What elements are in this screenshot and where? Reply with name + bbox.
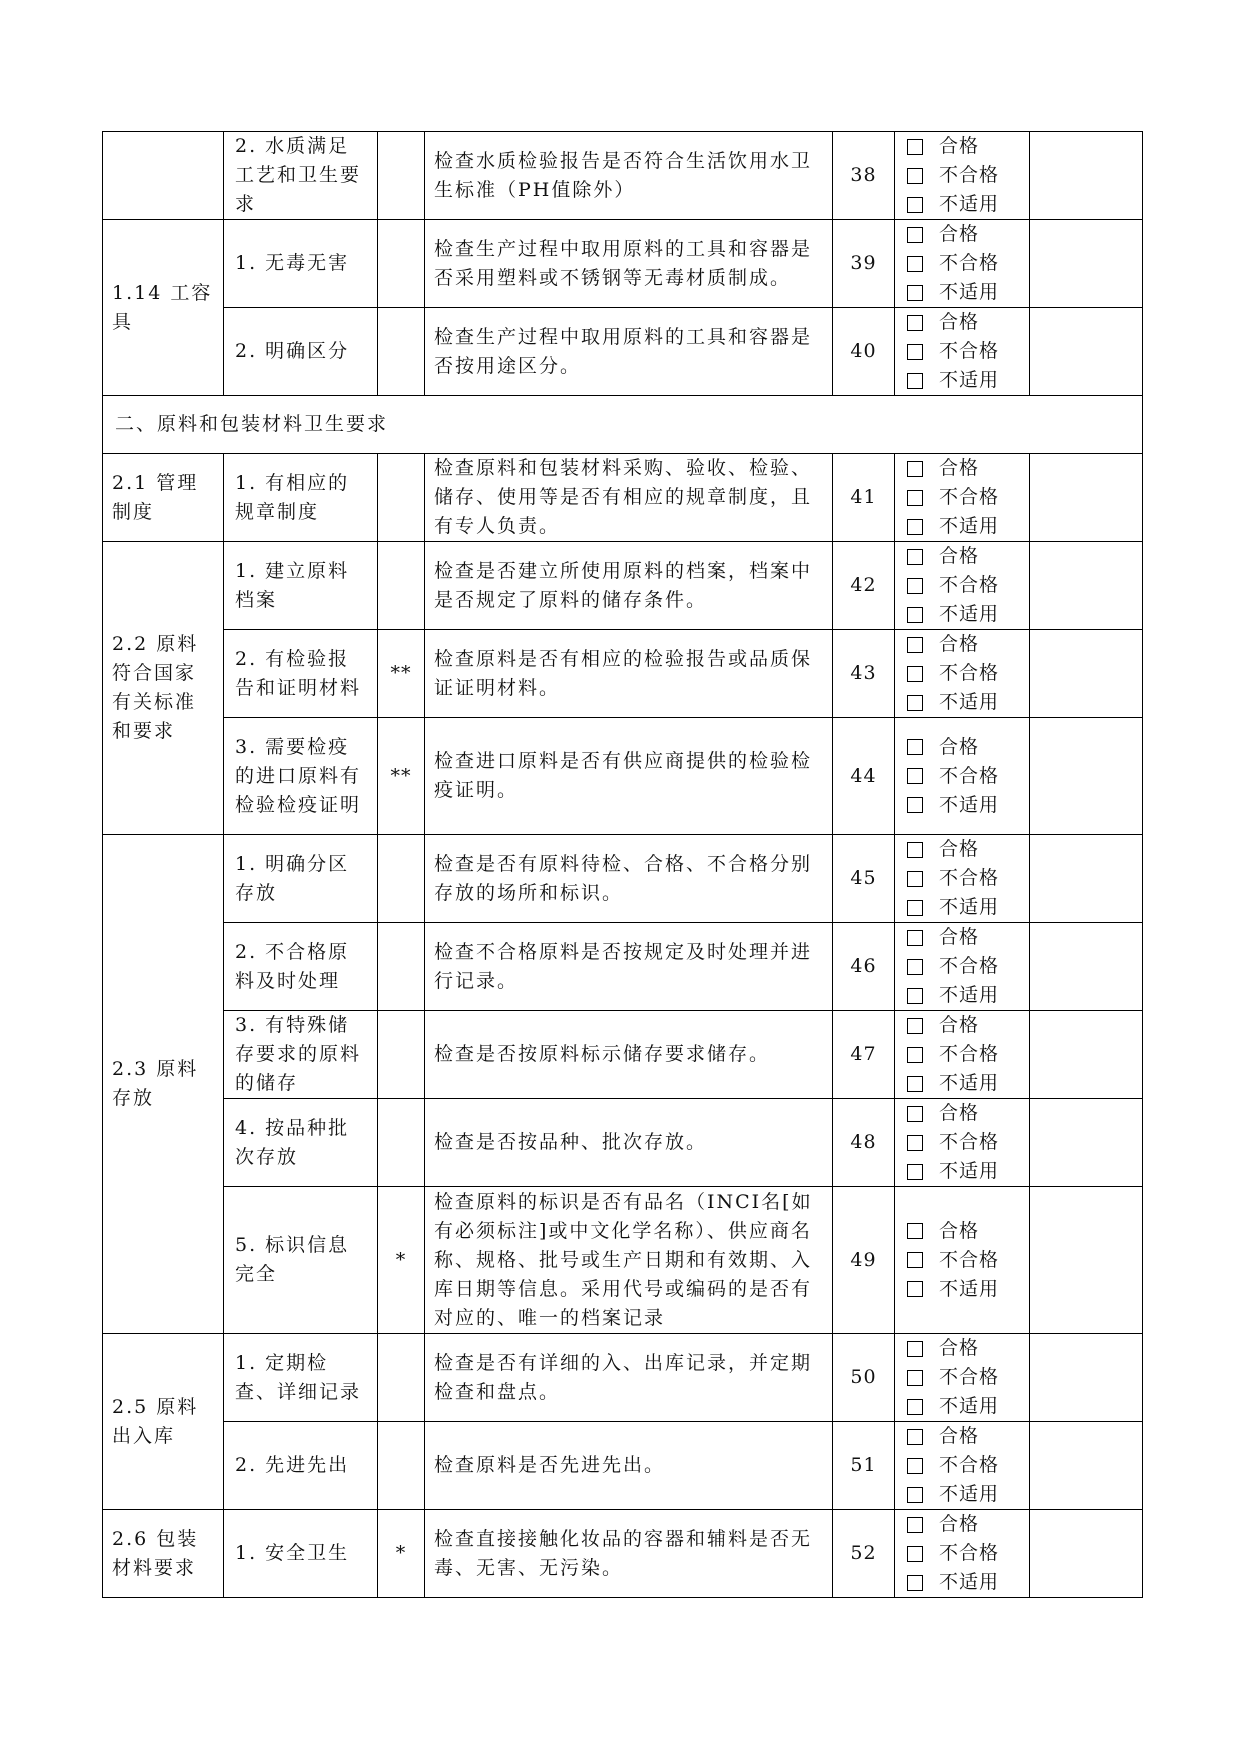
option-fail[interactable] [907,1246,1029,1275]
option-label: 不合格 [939,662,1000,684]
result-cell [895,630,1030,718]
option-pass[interactable] [907,1099,1029,1128]
remark-cell [1030,132,1143,220]
result-cell [895,1011,1030,1099]
option-pass[interactable] [907,1011,1029,1040]
option-fail[interactable] [907,762,1029,791]
table-row [103,1422,1143,1510]
category-cell: 2.6 包装材料要求 [103,1510,224,1598]
mark-cell [378,220,425,308]
option-label: 不适用 [939,793,1000,816]
option-fail[interactable] [907,952,1029,981]
checkbox-icon[interactable] [907,1106,923,1122]
remark-cell [1030,630,1143,718]
checkbox-icon[interactable] [907,197,923,213]
content-cell: 检查进口原料是否有供应商提供的检验检疫证明。 [425,718,833,835]
option-label: 不适用 [939,1277,1000,1300]
content-cell: 检查生产过程中取用原料的工具和容器是否采用塑料或不锈钢等无毒材质制成。 [425,220,833,308]
checkbox-icon[interactable] [907,490,923,506]
result-cell [895,835,1030,923]
table-row [103,630,1143,718]
checkbox-icon[interactable] [907,1399,923,1415]
table-row [103,1187,1143,1334]
mark-cell: * [378,1187,425,1334]
option-label: 不合格 [939,340,1000,362]
result-cell [895,1099,1030,1187]
content-cell: 检查是否有原料待检、合格、不合格分别存放的场所和标识。 [425,835,833,923]
result-cell [895,132,1030,220]
category-cell: 1.14 工容具 [103,220,224,396]
checkbox-icon[interactable] [907,988,923,1004]
option-na[interactable] [907,1392,1029,1421]
option-pass[interactable] [907,220,1029,249]
inspection-table [102,131,1143,1598]
content-cell: 检查原料是否先进先出。 [425,1422,833,1510]
checkbox-icon[interactable] [907,900,923,916]
mark-cell: * [378,1510,425,1598]
number-cell: 38 [833,132,895,220]
option-fail[interactable] [907,571,1029,600]
option-fail[interactable] [907,161,1029,190]
table-row [103,1510,1143,1598]
option-label: 不合格 [939,486,1000,508]
option-na[interactable] [907,1480,1029,1509]
number-cell: 51 [833,1422,895,1510]
option-na[interactable] [907,366,1029,395]
option-na[interactable] [907,1069,1029,1098]
result-cell [895,308,1030,396]
item-cell: 1. 建立原料档案 [224,542,378,630]
checkbox-icon[interactable] [907,637,923,653]
number-cell: 45 [833,835,895,923]
number-cell: 49 [833,1187,895,1334]
option-label: 合格 [939,135,980,157]
checkbox-icon[interactable] [907,607,923,623]
option-pass[interactable] [907,1510,1029,1539]
option-label: 不适用 [939,281,1000,303]
checkbox-icon[interactable] [907,768,923,784]
remark-cell [1030,835,1143,923]
option-label: 不适用 [939,984,1000,1006]
item-cell: 1. 明确分区存放 [224,835,378,923]
option-label: 合格 [939,926,980,948]
checkbox-icon[interactable] [907,797,923,813]
checkbox-icon[interactable] [907,168,923,184]
checkbox-icon[interactable] [907,1047,923,1063]
checkbox-icon[interactable] [907,739,923,755]
option-label: 合格 [939,1513,980,1535]
result-cell [895,542,1030,630]
option-label: 不合格 [939,1542,1000,1564]
number-cell: 42 [833,542,895,630]
item-cell: 2. 先进先出 [224,1422,378,1510]
option-na[interactable] [907,893,1029,922]
result-cell [895,1334,1030,1422]
result-cell [895,220,1030,308]
number-cell: 41 [833,454,895,542]
option-pass[interactable] [907,1217,1029,1246]
item-cell: 1. 无毒无害 [224,220,378,308]
category-cell [103,132,224,220]
option-na[interactable] [907,1568,1029,1597]
content-cell: 检查不合格原料是否按规定及时处理并进行记录。 [425,923,833,1011]
remark-cell [1030,542,1143,630]
checkbox-icon[interactable] [907,344,923,360]
option-fail[interactable] [907,864,1029,893]
option-pass[interactable] [907,630,1029,659]
option-fail[interactable] [907,483,1029,512]
option-fail[interactable] [907,1040,1029,1069]
result-cell [895,718,1030,835]
checkbox-icon[interactable] [907,1575,923,1591]
checkbox-icon[interactable] [907,315,923,331]
option-pass[interactable] [907,733,1029,762]
checkbox-icon[interactable] [907,1487,923,1503]
remark-cell [1030,1011,1143,1099]
table-row [103,454,1143,542]
option-fail[interactable] [907,659,1029,688]
option-label: 不合格 [939,252,1000,274]
option-label: 合格 [939,735,980,758]
remark-cell [1030,923,1143,1011]
remark-cell [1030,220,1143,308]
option-label: 不适用 [939,691,1000,713]
option-pass[interactable] [907,132,1029,161]
remark-cell [1030,718,1143,835]
checkbox-icon[interactable] [907,1135,923,1151]
checkbox-icon[interactable] [907,695,923,711]
table-row [103,718,1143,835]
checkbox-icon[interactable] [907,139,923,155]
option-fail[interactable] [907,1363,1029,1392]
option-label: 合格 [939,457,980,479]
content-cell: 检查原料是否有相应的检验报告或品质保证证明材料。 [425,630,833,718]
checkbox-icon[interactable] [907,1252,923,1268]
item-cell: 2. 明确区分 [224,308,378,396]
checkbox-icon[interactable] [907,871,923,887]
mark-cell [378,1422,425,1510]
option-na[interactable] [907,1275,1029,1304]
number-cell: 40 [833,308,895,396]
number-cell: 43 [833,630,895,718]
option-label: 合格 [939,1014,980,1036]
option-pass[interactable] [907,308,1029,337]
option-na[interactable] [907,1157,1029,1186]
content-cell: 检查原料和包装材料采购、验收、检验、储存、使用等是否有相应的规章制度，且有专人负责。 [425,454,833,542]
remark-cell [1030,1187,1143,1334]
option-label: 不合格 [939,1131,1000,1153]
option-label: 不适用 [939,603,1000,625]
mark-cell [378,1334,425,1422]
category-cell: 2.1 管理制度 [103,454,224,542]
mark-cell [378,835,425,923]
mark-cell [378,454,425,542]
section-row [103,396,1143,454]
option-label: 不适用 [939,1395,1000,1417]
option-na[interactable] [907,512,1029,541]
option-na[interactable] [907,688,1029,717]
option-label: 不合格 [939,1043,1000,1065]
mark-cell [378,542,425,630]
result-cell [895,1510,1030,1598]
option-label: 合格 [939,838,980,860]
option-pass[interactable] [907,835,1029,864]
content-cell: 检查直接接触化妆品的容器和辅料是否无毒、无害、无污染。 [425,1510,833,1598]
remark-cell [1030,1334,1143,1422]
checkbox-icon[interactable] [907,1370,923,1386]
table-row [103,542,1143,630]
option-label: 合格 [939,311,980,333]
number-cell: 44 [833,718,895,835]
mark-cell: ** [378,630,425,718]
checkbox-icon[interactable] [907,519,923,535]
option-label: 合格 [939,545,980,567]
option-fail[interactable] [907,1451,1029,1480]
option-pass[interactable] [907,1334,1029,1363]
number-cell: 48 [833,1099,895,1187]
option-na[interactable] [907,600,1029,629]
option-pass[interactable] [907,454,1029,483]
checkbox-icon[interactable] [907,1458,923,1474]
checkbox-icon[interactable] [907,1223,923,1239]
checkbox-icon[interactable] [907,1018,923,1034]
section-heading: 二、原料和包装材料卫生要求 [103,396,1143,454]
remark-cell [1030,308,1143,396]
item-cell: 2. 水质满足工艺和卫生要求 [224,132,378,220]
option-label: 不适用 [939,369,1000,391]
item-cell: 1. 安全卫生 [224,1510,378,1598]
inspection-table-body [103,132,1143,1598]
checkbox-icon[interactable] [907,227,923,243]
remark-cell [1030,1422,1143,1510]
checkbox-icon[interactable] [907,1281,923,1297]
number-cell: 50 [833,1334,895,1422]
option-label: 不合格 [939,164,1000,186]
mark-cell: ** [378,718,425,835]
result-cell [895,923,1030,1011]
option-label: 不合格 [939,1454,1000,1476]
option-label: 不合格 [939,574,1000,596]
content-cell: 检查是否有详细的入、出库记录，并定期检查和盘点。 [425,1334,833,1422]
category-cell: 2.2 原料符合国家有关标准和要求 [103,542,224,835]
item-cell: 5. 标识信息完全 [224,1187,378,1334]
content-cell: 检查原料的标识是否有品名（INCI名[如有必须标注]或中文化学名称）、供应商名称、规格、批号或生产日期和有效期、入库日期等信息。采用代号或编码的是否有对应的、唯一的档案记录 [425,1187,833,1334]
option-label: 合格 [939,1102,980,1124]
checkbox-icon[interactable] [907,578,923,594]
number-cell: 39 [833,220,895,308]
content-cell: 检查是否按原料标示储存要求储存。 [425,1011,833,1099]
table-row [103,1099,1143,1187]
option-pass[interactable] [907,923,1029,952]
item-cell: 3. 需要检疫的进口原料有检验检疫证明 [224,718,378,835]
checkbox-icon[interactable] [907,1546,923,1562]
option-na[interactable] [907,981,1029,1010]
remark-cell [1030,454,1143,542]
option-label: 不合格 [939,764,1000,787]
content-cell: 检查是否按品种、批次存放。 [425,1099,833,1187]
table-row [103,1011,1143,1099]
category-cell: 2.3 原料存放 [103,835,224,1334]
checkbox-icon[interactable] [907,373,923,389]
option-label: 不适用 [939,896,1000,918]
result-cell [895,1187,1030,1334]
option-label: 不适用 [939,515,1000,537]
table-row [103,923,1143,1011]
option-pass[interactable] [907,1422,1029,1451]
checkbox-icon[interactable] [907,461,923,477]
option-label: 合格 [939,1219,980,1242]
item-cell: 3. 有特殊储存要求的原料的储存 [224,1011,378,1099]
table-row [103,132,1143,220]
table-row [103,220,1143,308]
option-label: 合格 [939,1425,980,1447]
option-label: 不适用 [939,1483,1000,1505]
remark-cell [1030,1099,1143,1187]
checkbox-icon[interactable] [907,842,923,858]
content-cell: 检查水质检验报告是否符合生活饮用水卫生标准（PH值除外） [425,132,833,220]
option-label: 合格 [939,1337,980,1359]
checkbox-icon[interactable] [907,256,923,272]
option-label: 不适用 [939,1160,1000,1182]
content-cell: 检查是否建立所使用原料的档案，档案中是否规定了原料的储存条件。 [425,542,833,630]
table-row [103,308,1143,396]
option-label: 不适用 [939,1571,1000,1593]
table-row [103,1334,1143,1422]
item-cell: 1. 定期检查、详细记录 [224,1334,378,1422]
item-cell: 2. 有检验报告和证明材料 [224,630,378,718]
category-cell: 2.5 原料出入库 [103,1334,224,1510]
mark-cell [378,1099,425,1187]
option-label: 不适用 [939,193,1000,215]
checkbox-icon[interactable] [907,959,923,975]
mark-cell [378,308,425,396]
option-label: 合格 [939,223,980,245]
item-cell: 4. 按品种批次存放 [224,1099,378,1187]
result-cell [895,1422,1030,1510]
checkbox-icon[interactable] [907,1164,923,1180]
item-cell: 2. 不合格原料及时处理 [224,923,378,1011]
number-cell: 52 [833,1510,895,1598]
option-fail[interactable] [907,337,1029,366]
checkbox-icon[interactable] [907,549,923,565]
option-label: 合格 [939,633,980,655]
option-label: 不合格 [939,955,1000,977]
mark-cell [378,1011,425,1099]
remark-cell [1030,1510,1143,1598]
number-cell: 47 [833,1011,895,1099]
option-fail[interactable] [907,249,1029,278]
checkbox-icon[interactable] [907,1517,923,1533]
checkbox-icon[interactable] [907,285,923,301]
checkbox-icon[interactable] [907,1076,923,1092]
option-label: 不合格 [939,1248,1000,1271]
checkbox-icon[interactable] [907,1429,923,1445]
option-label: 不合格 [939,1366,1000,1388]
option-label: 不适用 [939,1072,1000,1094]
content-cell: 检查生产过程中取用原料的工具和容器是否按用途区分。 [425,308,833,396]
checkbox-icon[interactable] [907,666,923,682]
mark-cell [378,132,425,220]
item-cell: 1. 有相应的规章制度 [224,454,378,542]
table-row [103,835,1143,923]
option-na[interactable] [907,190,1029,219]
option-pass[interactable] [907,542,1029,571]
checkbox-icon[interactable] [907,930,923,946]
option-fail[interactable] [907,1128,1029,1157]
mark-cell [378,923,425,1011]
result-cell [895,454,1030,542]
option-na[interactable] [907,791,1029,820]
option-label: 不合格 [939,867,1000,889]
option-na[interactable] [907,278,1029,307]
number-cell: 46 [833,923,895,1011]
checkbox-icon[interactable] [907,1341,923,1357]
option-fail[interactable] [907,1539,1029,1568]
